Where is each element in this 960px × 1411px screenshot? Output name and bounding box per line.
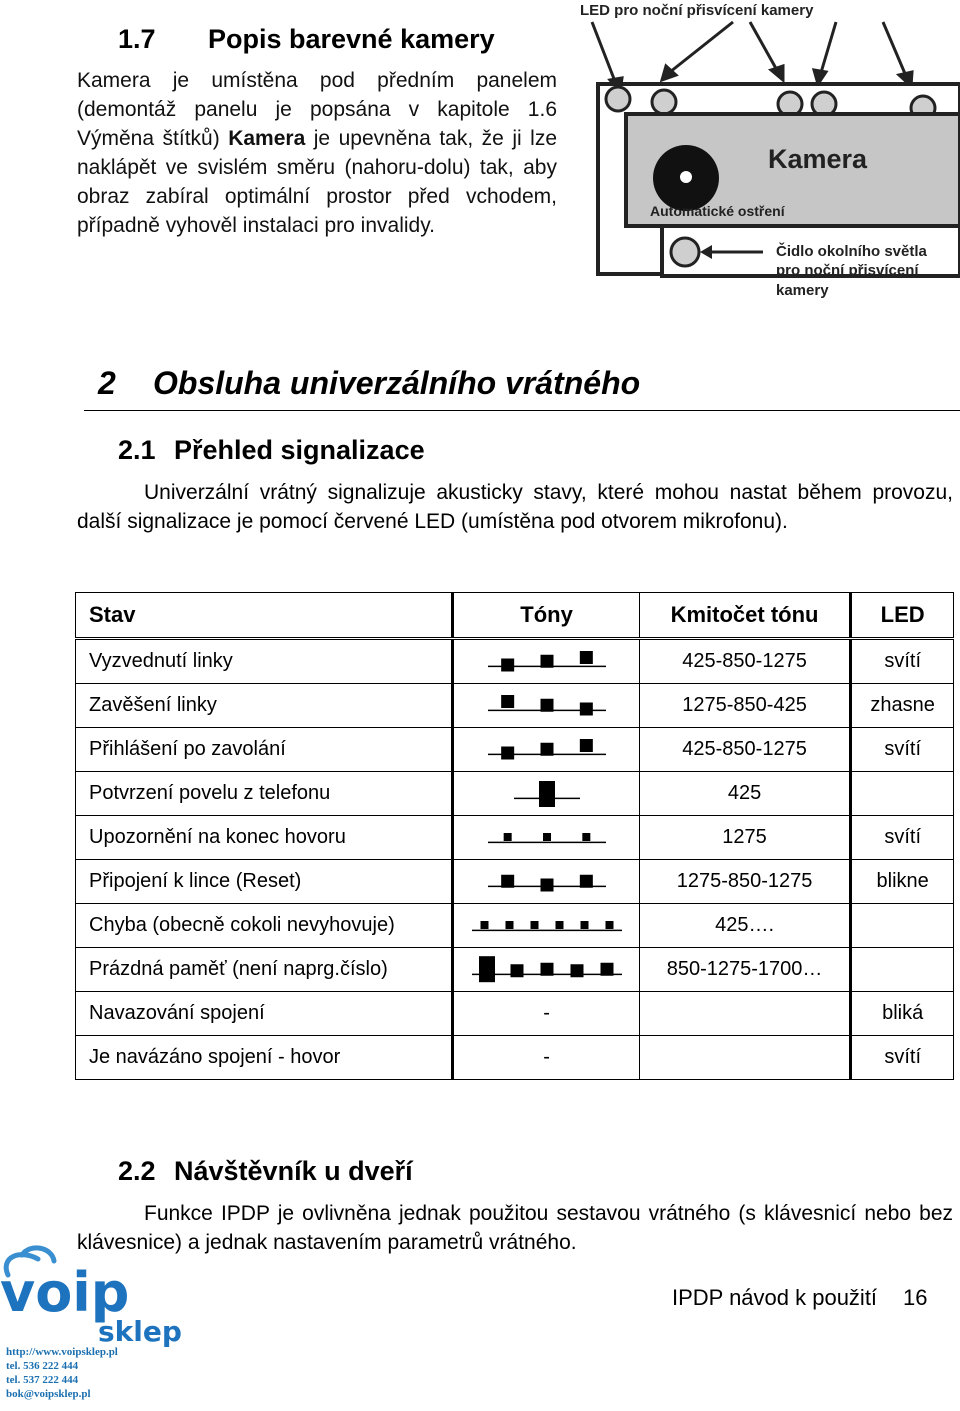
section-title: Popis barevné kamery <box>208 24 495 54</box>
tone-beep-mark <box>579 702 592 715</box>
tone-beep-mark <box>480 921 488 929</box>
section-number: 1.7 <box>118 24 156 54</box>
chapter-number: 2 <box>98 365 116 401</box>
cell-state: Navazování spojení <box>76 992 453 1036</box>
camera-label: Kamera <box>768 144 868 174</box>
cell-frequency <box>639 1036 851 1080</box>
cell-frequency: 425…. <box>639 904 851 948</box>
tone-beep-mark <box>579 739 592 752</box>
tone-pattern-icon <box>462 644 632 680</box>
header-frequency: Kmitočet tónu <box>639 593 851 639</box>
logo-url[interactable]: http://www.voipsklep.pl <box>6 1346 118 1358</box>
cell-state: Zavěšení linky <box>76 684 453 728</box>
visitor-intro: Funkce IPDP je ovlivněna jednak použitou sestavou vrátného (s klávesnicí nebo bez klávesnice) a jednak nastavením parametrů vrátného. <box>77 1202 953 1254</box>
cell-state: Je navázáno spojení - hovor <box>76 1036 453 1080</box>
cell-tone <box>453 684 639 728</box>
cell-led: svítí <box>851 816 954 860</box>
header-state: Stav <box>76 593 453 639</box>
cell-tone <box>453 860 639 904</box>
tone-beep-mark <box>501 746 514 759</box>
cell-tone <box>453 816 639 860</box>
table-row <box>76 684 954 728</box>
tone-beep-mark <box>505 921 513 929</box>
tone-beep-mark <box>605 921 613 929</box>
tone-beep-mark <box>543 833 551 841</box>
section-heading-2-1 <box>118 435 425 466</box>
cell-frequency: 1275-850-425 <box>639 684 851 728</box>
tone-pattern-icon <box>462 732 632 768</box>
tone-beep-mark <box>510 964 523 977</box>
tone-pattern-icon <box>462 776 632 812</box>
tone-beep-mark <box>570 964 583 977</box>
camera-description <box>77 66 557 240</box>
tone-pattern-icon <box>462 688 632 724</box>
logo-contacts <box>6 1345 118 1401</box>
section-heading-1-7 <box>118 24 495 55</box>
tone-beep-mark <box>540 878 553 891</box>
page-number: 16 <box>903 1285 928 1310</box>
tone-pattern-icon <box>462 908 632 944</box>
table-header-row <box>76 593 954 639</box>
logo-email[interactable]: bok@voipsklep.pl <box>6 1388 91 1400</box>
tone-pattern-icon <box>462 952 632 988</box>
logo-tel1: tel. 536 222 444 <box>6 1360 79 1372</box>
tone-beep-mark <box>530 921 538 929</box>
camera-text-part1: Kamera je umístěna pod předním panelem (demontáž panelu je popsána v kapitole 1.6 Výměna štítků) <box>77 69 557 150</box>
tone-beep-mark <box>503 833 511 841</box>
section-number: 2.2 <box>118 1156 156 1186</box>
cell-frequency: 1275-850-1275 <box>639 860 851 904</box>
tone-beep-mark <box>501 658 514 671</box>
section-title: Přehled signalizace <box>174 435 425 465</box>
cell-state: Přihlášení po zavolání <box>76 728 453 772</box>
sensor-label-3: kamery <box>776 282 829 299</box>
cell-led: svítí <box>851 639 954 684</box>
table-row <box>76 992 954 1036</box>
cell-led: svítí <box>851 728 954 772</box>
cell-led <box>851 772 954 816</box>
logo-voip: voip <box>0 1261 130 1324</box>
cell-tone <box>453 948 639 992</box>
cell-tone <box>453 772 639 816</box>
section-title: Návštěvník u dveří <box>174 1156 413 1186</box>
logo-tel2: tel. 537 222 444 <box>6 1374 79 1386</box>
cell-tone <box>453 728 639 772</box>
cell-tone: - <box>453 992 639 1036</box>
cell-tone <box>453 639 639 684</box>
footer-doc-title: IPDP návod k použití <box>672 1285 878 1310</box>
cell-led: svítí <box>851 1036 954 1080</box>
camera-text-part2: je upevněna tak, že ji lze naklápět ve svislém směru (nahoru-dolu) tak, aby obraz zabíral optimální prostor před vchodem, případně vyhověl instalaci pro invalidy. <box>77 127 558 237</box>
cell-state: Připojení k lince (Reset) <box>76 860 453 904</box>
cell-state: Upozornění na konec hovoru <box>76 816 453 860</box>
signalization-intro: Univerzální vrátný signalizuje akusticky stavy, které mohou nastat během provozu, další signalizace je pomocí červené LED (umístěna pod otvorem mikrofonu). <box>77 481 953 533</box>
table-row <box>76 904 954 948</box>
header-led: LED <box>851 593 954 639</box>
table-row <box>76 860 954 904</box>
cell-frequency: 425-850-1275 <box>639 639 851 684</box>
cell-led: bliká <box>851 992 954 1036</box>
chapter-title: Obsluha univerzálního vrátného <box>153 365 641 401</box>
header-tones: Tóny <box>453 593 639 639</box>
tone-beep-mark <box>479 956 495 982</box>
cell-frequency: 850-1275-1700… <box>639 948 851 992</box>
cell-state: Chyba (obecně cokoli nevyhovuje) <box>76 904 453 948</box>
cell-tone: - <box>453 1036 639 1080</box>
focus-label: Automatické ostření <box>650 203 785 219</box>
led-label: LED pro noční přisvícení kamery <box>580 2 814 19</box>
tone-beep-mark <box>580 921 588 929</box>
cell-led <box>851 904 954 948</box>
chapter-heading-2 <box>98 365 640 402</box>
cell-frequency: 425-850-1275 <box>639 728 851 772</box>
table-row <box>76 772 954 816</box>
cell-tone <box>453 904 639 948</box>
cell-led: zhasne <box>851 684 954 728</box>
table-row <box>76 728 954 772</box>
page-footer <box>672 1285 928 1311</box>
tone-beep-mark <box>539 781 555 807</box>
tone-beep-mark <box>582 833 590 841</box>
chapter-divider <box>84 410 960 411</box>
cell-state: Potvrzení povelu z telefonu <box>76 772 453 816</box>
tone-pattern-icon <box>462 864 632 900</box>
camera-text-bold: Kamera <box>228 127 306 150</box>
table-row <box>76 948 954 992</box>
cell-frequency: 1275 <box>639 816 851 860</box>
cell-led: blikne <box>851 860 954 904</box>
camera-diagram <box>578 0 960 305</box>
section-heading-2-2 <box>118 1156 413 1187</box>
tone-beep-mark <box>555 921 563 929</box>
table-body <box>76 639 954 1080</box>
tone-pattern-icon <box>462 820 632 856</box>
sensor-label-1: Čidlo okolního světla <box>776 243 927 260</box>
table-row <box>76 639 954 684</box>
table-row <box>76 816 954 860</box>
cell-frequency <box>639 992 851 1036</box>
cell-state: Prázdná paměť (není naprg.číslo) <box>76 948 453 992</box>
section-number: 2.1 <box>118 435 156 465</box>
table-row <box>76 1036 954 1080</box>
cell-state: Vyzvednutí linky <box>76 639 453 684</box>
tone-beep-mark <box>501 695 514 708</box>
cell-led <box>851 948 954 992</box>
signalization-table <box>75 592 954 1080</box>
cell-frequency: 425 <box>639 772 851 816</box>
tone-beep-mark <box>579 651 592 664</box>
sensor-label-2: pro noční přisvícení <box>776 262 919 279</box>
logo-sklep: sklep <box>98 1315 182 1348</box>
